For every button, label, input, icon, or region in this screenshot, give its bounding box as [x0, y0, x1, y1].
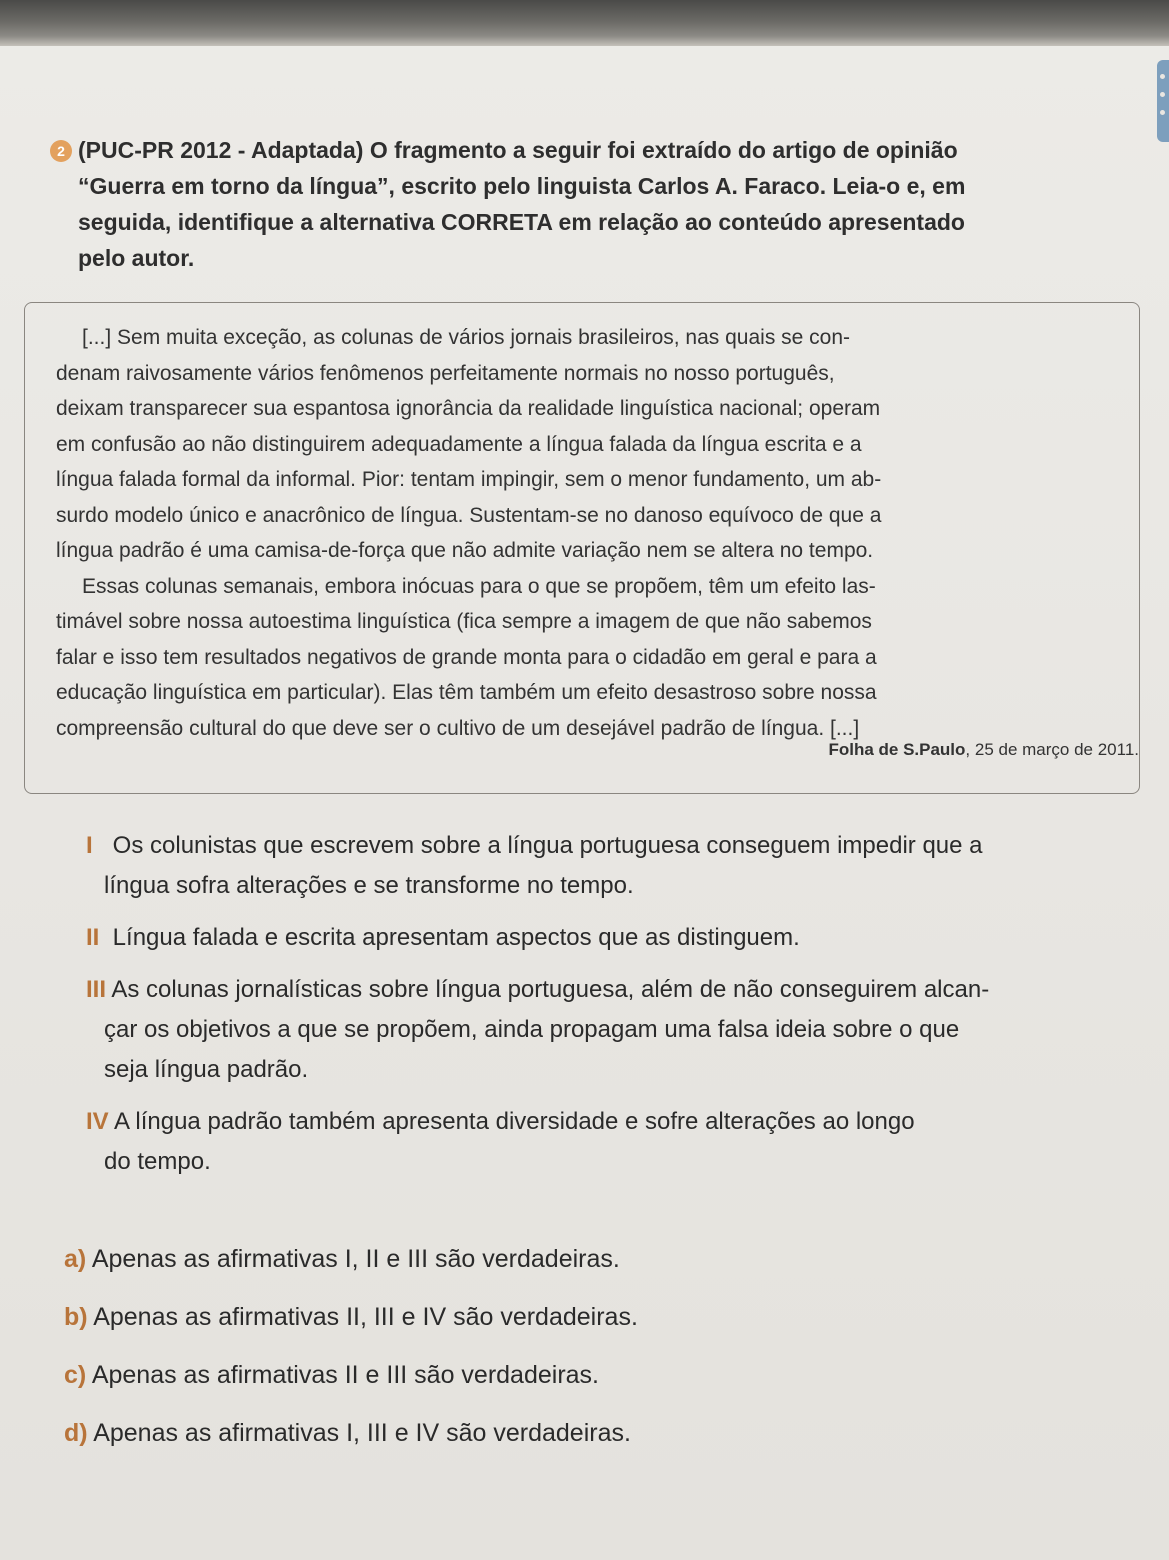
- statement-numeral: II: [86, 924, 100, 951]
- statement-text: çar os objetivos a que se propõem, ainda propagam uma falsa ideia sobre o que: [104, 1016, 960, 1043]
- statement-item: [86, 970, 1161, 1090]
- statement-text: língua sofra alterações e se transforme no tempo.: [104, 872, 634, 899]
- source-name: Folha de S.Paulo: [828, 740, 966, 759]
- statement-numeral: III: [86, 976, 107, 1003]
- quote-line: denam raivosamente vários fenômenos perfeitamente normais no nosso português,: [56, 361, 835, 385]
- statement-numeral: IV: [86, 1108, 109, 1135]
- quote-line: surdo modelo único e anacrônico de língua. Sustentam-se no danoso equívoco de que a: [56, 503, 882, 527]
- statement-item: [86, 1102, 1161, 1182]
- option-text: Apenas as afirmativas I, II e III são verdadeiras.: [91, 1245, 620, 1273]
- quote-line: timável sobre nossa autoestima linguística (fica sempre a imagem de que não sabemos: [56, 610, 872, 633]
- option-letter: a): [64, 1245, 87, 1273]
- quote-line: Essas colunas semanais, embora inócuas para o que se propõem, têm um efeito las-: [82, 574, 876, 598]
- statement-text: seja língua padrão.: [104, 1056, 309, 1083]
- question-line: [50, 132, 1110, 168]
- quote-line: [...] Sem muita exceção, as colunas de vários jornais brasileiros, nas quais se con-: [82, 326, 851, 349]
- question-line: seguida, identifique a alternativa CORRETA em relação ao conteúdo apresentado: [78, 209, 965, 235]
- question-number-badge: 2: [50, 140, 72, 162]
- option-b[interactable]: [64, 1288, 1064, 1346]
- question-line: pelo autor.: [78, 245, 195, 271]
- source-date: , 25 de março de 2011.: [965, 740, 1139, 759]
- option-letter: c): [64, 1361, 87, 1389]
- quote-line: compreensão cultural do que deve ser o cultivo de um desejável padrão de língua. [...]: [56, 716, 860, 740]
- statement-text: As colunas jornalísticas sobre língua portuguesa, além de não conseguirem alcan-: [111, 976, 990, 1003]
- option-text: Apenas as afirmativas I, III e IV são verdadeiras.: [93, 1419, 631, 1447]
- answer-options: [64, 1230, 1064, 1462]
- option-a[interactable]: [64, 1230, 1064, 1288]
- question-prompt: [50, 132, 1110, 276]
- background-surface: [0, 0, 1169, 48]
- quote-line: falar e isso tem resultados negativos de grande monta para o cidadão em geral e para a: [56, 645, 877, 669]
- option-d[interactable]: [64, 1404, 1064, 1462]
- statement-text: Língua falada e escrita apresentam aspectos que as distinguem.: [112, 924, 800, 951]
- quoted-excerpt: [56, 320, 1126, 746]
- option-text: Apenas as afirmativas II, III e IV são verdadeiras.: [93, 1303, 638, 1331]
- quote-line: deixam transparecer sua espantosa ignorância da realidade linguística nacional; operam: [56, 397, 881, 420]
- quote-line: língua falada formal da informal. Pior: tentam impingir, sem o menor fundamento, um ab-: [56, 468, 882, 491]
- statement-text: Os colunistas que escrevem sobre a língua portuguesa conseguem impedir que a: [112, 832, 983, 859]
- chapter-tab: [1157, 60, 1169, 142]
- quote-line: educação linguística em particular). Elas têm também um efeito desastroso sobre nossa: [56, 681, 877, 704]
- option-text: Apenas as afirmativas II e III são verdadeiras.: [91, 1361, 600, 1389]
- statement-text: do tempo.: [104, 1148, 211, 1175]
- quote-line: língua padrão é uma camisa-de-força que não admite variação nem se altera no tempo.: [56, 539, 874, 562]
- statement-text: A língua padrão também apresenta diversidade e sofre alterações ao longo: [114, 1108, 915, 1135]
- statement-item: [86, 918, 1161, 958]
- statements-list: [86, 826, 1161, 1194]
- quote-source: [828, 740, 1139, 760]
- statement-item: [86, 826, 1161, 906]
- option-c[interactable]: [64, 1346, 1064, 1404]
- option-letter: b): [64, 1303, 88, 1331]
- statement-numeral: I: [86, 832, 93, 859]
- quote-line: em confusão ao não distinguirem adequadamente a língua falada da língua escrita e a: [56, 432, 862, 456]
- question-text: (PUC-PR 2012 - Adaptada) O fragmento a seguir foi extraído do artigo de opinião: [78, 137, 958, 163]
- question-line: “Guerra em torno da língua”, escrito pelo linguista Carlos A. Faraco. Leia-o e, em: [78, 173, 966, 199]
- option-letter: d): [64, 1419, 88, 1447]
